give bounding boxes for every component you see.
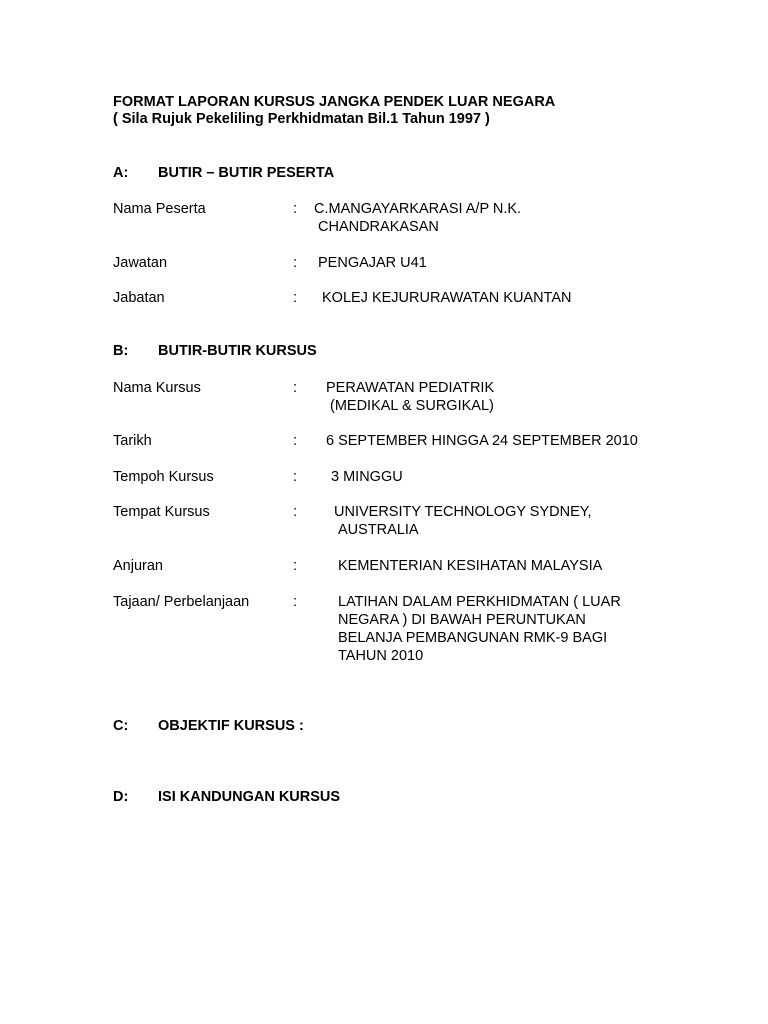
field-nama-peserta-value: [314, 200, 521, 236]
field-jabatan-colon: :: [293, 290, 298, 306]
field-jawatan-label: Jawatan: [113, 255, 168, 271]
field-nama-peserta-colon: :: [293, 201, 298, 217]
field-tajaan-line-4: TAHUN 2010: [338, 648, 424, 664]
field-tempat-kursus-line-2: AUSTRALIA: [338, 522, 419, 538]
field-nama-kursus-line-2: (MEDIKAL & SURGIKAL): [330, 398, 494, 414]
section-a-letter: A:: [113, 165, 129, 181]
field-tajaan-line-3: BELANJA PEMBANGUNAN RMK-9 BAGI: [338, 630, 608, 646]
field-jabatan-label: Jabatan: [113, 290, 165, 306]
field-anjuran-label: Anjuran: [113, 558, 163, 574]
field-tempat-kursus-label: Tempat Kursus: [113, 504, 210, 520]
field-tempoh-kursus-label: Tempoh Kursus: [113, 469, 214, 485]
field-tempoh-kursus-value: 3 MINGGU: [331, 469, 403, 485]
field-anjuran-value: KEMENTERIAN KESIHATAN MALAYSIA: [338, 558, 603, 574]
section-d-letter: D:: [113, 789, 129, 805]
section-b-title: BUTIR-BUTIR KURSUS: [158, 343, 317, 359]
field-nama-kursus-line-1: PERAWATAN PEDIATRIK: [326, 380, 495, 396]
field-tajaan-label: Tajaan/ Perbelanjaan: [113, 594, 250, 610]
section-d-title: ISI KANDUNGAN KURSUS: [158, 789, 341, 805]
field-tempat-kursus-value: [334, 503, 592, 539]
field-anjuran-colon: :: [293, 558, 298, 574]
section-c-title: OBJEKTIF KURSUS :: [158, 718, 304, 734]
field-nama-kursus-label: Nama Kursus: [113, 380, 201, 396]
field-nama-peserta-label: Nama Peserta: [113, 201, 206, 217]
field-jawatan-colon: :: [293, 255, 298, 271]
field-jawatan-value: PENGAJAR U41: [318, 255, 427, 271]
field-jabatan-value: KOLEJ KEJURURAWATAN KUANTAN: [322, 290, 572, 306]
field-tajaan-colon: :: [293, 594, 298, 610]
field-tempat-kursus-line-1: UNIVERSITY TECHNOLOGY SYDNEY,: [334, 504, 592, 520]
field-tarikh-colon: :: [293, 433, 298, 449]
field-tarikh-label: Tarikh: [113, 433, 152, 449]
section-b-letter: B:: [113, 343, 129, 359]
field-tempoh-kursus-colon: :: [293, 469, 298, 485]
section-c-letter: C:: [113, 718, 129, 734]
field-tarikh-value: 6 SEPTEMBER HINGGA 24 SEPTEMBER 2010: [326, 433, 638, 449]
field-nama-kursus-colon: :: [293, 380, 298, 396]
field-tajaan-value: [338, 593, 621, 665]
field-nama-peserta-line-2: CHANDRAKASAN: [318, 219, 439, 235]
field-nama-kursus-value: [326, 379, 494, 415]
field-tajaan-line-1: LATIHAN DALAM PERKHIDMATAN ( LUAR: [338, 594, 621, 610]
document-title: FORMAT LAPORAN KURSUS JANGKA PENDEK LUAR NEGARA: [113, 94, 556, 110]
field-nama-peserta-line-1: C.MANGAYARKARASI A/P N.K.: [314, 201, 522, 217]
document-subtitle: ( Sila Rujuk Pekeliling Perkhidmatan Bil.1 Tahun 1997 ): [113, 111, 490, 127]
section-a-title: BUTIR – BUTIR PESERTA: [158, 165, 335, 181]
field-tempat-kursus-colon: :: [293, 504, 298, 520]
field-tajaan-line-2: NEGARA ) DI BAWAH PERUNTUKAN: [338, 612, 586, 628]
